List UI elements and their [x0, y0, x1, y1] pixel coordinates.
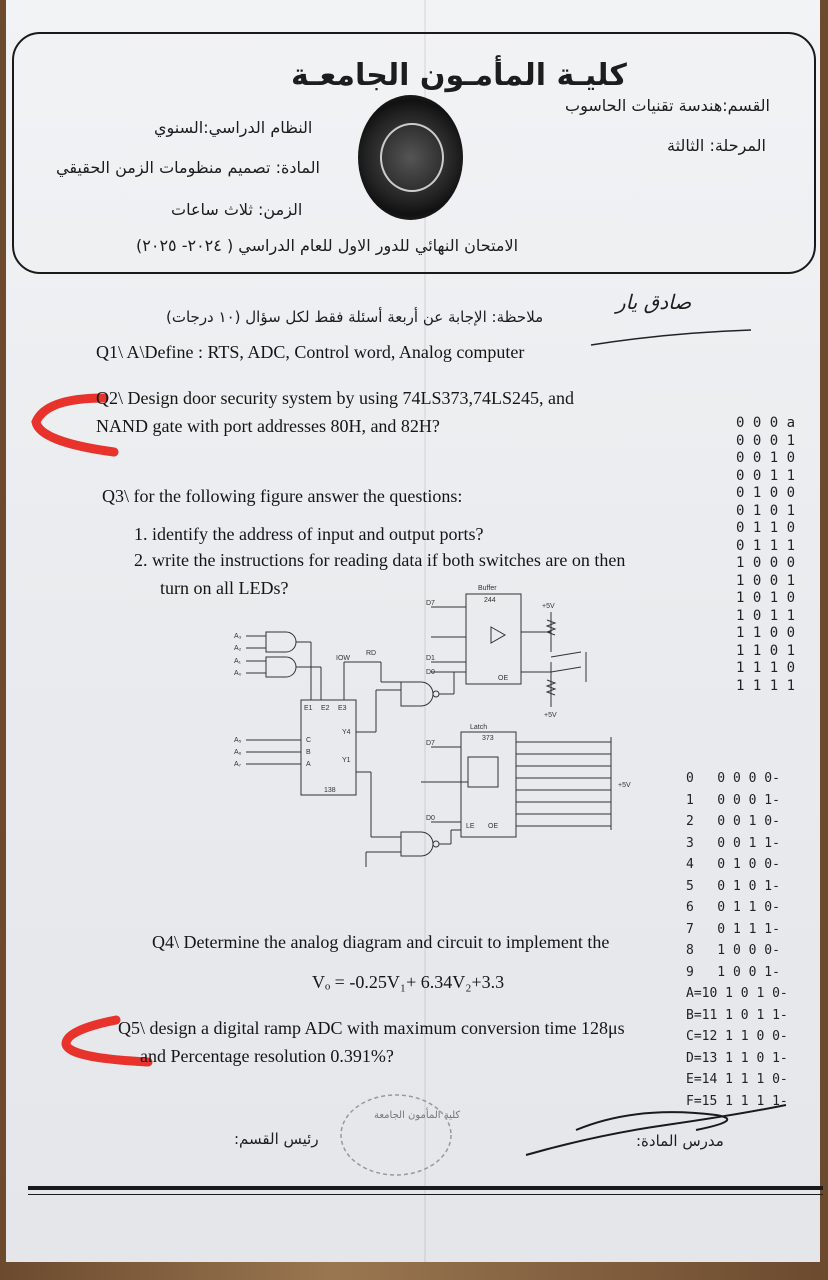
handwritten-binary-table: 0 0 0 a 0 0 0 1 0 0 1 0 0 0 1 1 0 1 0 0 0 1 0 1 0 1 1 0 0 1 1 1 1 0 0 0 1 0 0 1 1 0 1 0 1 0 1 1 1 1 0 0 1 1 0 1 1 1 1 0 1 1 1 1	[736, 415, 796, 694]
question-3-item-2-cont: turn on all LEDs?	[160, 578, 289, 598]
pen-underline	[586, 325, 756, 355]
latch-le: LE	[466, 823, 475, 830]
vcc-label-2: +5V	[618, 782, 631, 789]
question-5-line-2: and Percentage resolution 0.391%?	[140, 1046, 394, 1066]
footer-rule-thin	[28, 1194, 823, 1195]
college-stamp	[336, 1090, 456, 1180]
note: ملاحظة: الإجابة عن أربعة أسئلة فقط لكل سؤال (١٠ درجات)	[166, 308, 544, 326]
decoder-part: 138	[324, 787, 336, 794]
gate-in-a3: A₃	[234, 633, 242, 640]
study-system: النظام الدراسي:السنوي	[154, 118, 313, 137]
gate-in-a0: A₀	[234, 670, 242, 677]
buffer-oe: OE	[498, 675, 509, 682]
d0-top: D0	[426, 669, 435, 676]
subject-teacher: مدرس المادة:	[636, 1132, 724, 1150]
question-3-item-1: 1. identify the address of input and output ports?	[134, 524, 484, 544]
college-logo	[358, 95, 463, 220]
department: القسم:هندسة تقنيات الحاسوب	[565, 96, 770, 115]
exam-paper	[6, 0, 820, 1262]
stage: المرحلة: الثالثة	[667, 136, 766, 155]
stamp-text: كلية المأمون الجامعة	[374, 1110, 461, 1121]
question-4-equation: Vₒ = -0.25V₁+ 6.34V₂+3.3	[312, 972, 505, 992]
addr-a6: A₆	[234, 749, 242, 756]
exam-title: الامتحان النهائي للدور الاول للعام الدراسي ( ٢٠٢٤- ٢٠٢٥)	[136, 236, 519, 255]
enable-e1: E1	[304, 705, 313, 712]
question-5-line-1: Q5\ design a digital ramp ADC with maximum conversion time 128μs	[118, 1018, 625, 1038]
addr-a7: A₇	[234, 761, 242, 768]
vcc-label-1: +5V	[542, 603, 555, 610]
handwritten-name: صادق يار	[616, 290, 692, 314]
college-title: كليـة المأمـون الجامعـة	[291, 58, 627, 93]
latch-part: 373	[482, 735, 494, 742]
iow-label: IOW	[336, 655, 350, 662]
addr-a5: A₅	[234, 737, 242, 744]
circuit-diagram	[226, 582, 646, 882]
gate-in-a2: A₂	[234, 645, 242, 652]
head-of-department: رئيس القسم:	[234, 1130, 319, 1148]
d0-latch: D0	[426, 815, 435, 822]
enable-e3: E3	[338, 705, 347, 712]
footer-rule-thick	[28, 1186, 823, 1190]
buffer-part: 244	[484, 597, 496, 604]
buffer-label: Buffer	[478, 585, 497, 592]
teacher-signature	[516, 1085, 796, 1165]
d7-latch: D7	[426, 740, 435, 747]
question-3-item-2: 2. write the instructions for reading data if both switches are on then	[134, 550, 626, 570]
sel-a: A	[306, 761, 311, 768]
sel-b: B	[306, 749, 311, 756]
exam-time: الزمن: ثلاث ساعات	[171, 200, 303, 219]
question-4: Q4\ Determine the analog diagram and circuit to implement the	[152, 932, 610, 952]
d1-top: D1	[426, 655, 435, 662]
sel-c: C	[306, 737, 312, 744]
out-y1: Y1	[342, 757, 351, 764]
enable-e2: E2	[321, 705, 330, 712]
latch-oe: OE	[488, 823, 499, 830]
d7-top: D7	[426, 600, 435, 607]
out-y4: Y4	[342, 729, 351, 736]
gate-in-a1: A₁	[234, 658, 242, 665]
subject: المادة: تصميم منظومات الزمن الحقيقي	[56, 158, 320, 177]
question-2-line-1: Q2\ Design door security system by using 74LS373,74LS245, and	[96, 388, 574, 408]
question-1: Q1\ A\Define : RTS, ADC, Control word, Analog computer	[96, 342, 525, 362]
question-3: Q3\ for the following figure answer the questions:	[102, 486, 463, 506]
handwritten-hex-table: 0 0 0 0 0- 1 0 0 0 1- 2 0 0 1 0- 3 0 0 1 1- 4 0 1 0 0- 5 0 1 0 1- 6 0 1 1 0- 7 0 1 1 1- 8 1 0 0 0- 9 1 0 0 1- A=10 1 0 1 0- B=11 1 0 1 1- C=12 1 1 0 0- D=13 1 1 0 1- E=14 1 1 1 0- F=15 1 1 1 1-	[686, 771, 788, 1109]
question-2-line-2: NAND gate with port addresses 80H, and 82H?	[96, 416, 440, 436]
latch-label: Latch	[470, 724, 488, 731]
vcc-label-3: +5V	[544, 712, 557, 719]
ior-label: RD	[366, 650, 377, 657]
